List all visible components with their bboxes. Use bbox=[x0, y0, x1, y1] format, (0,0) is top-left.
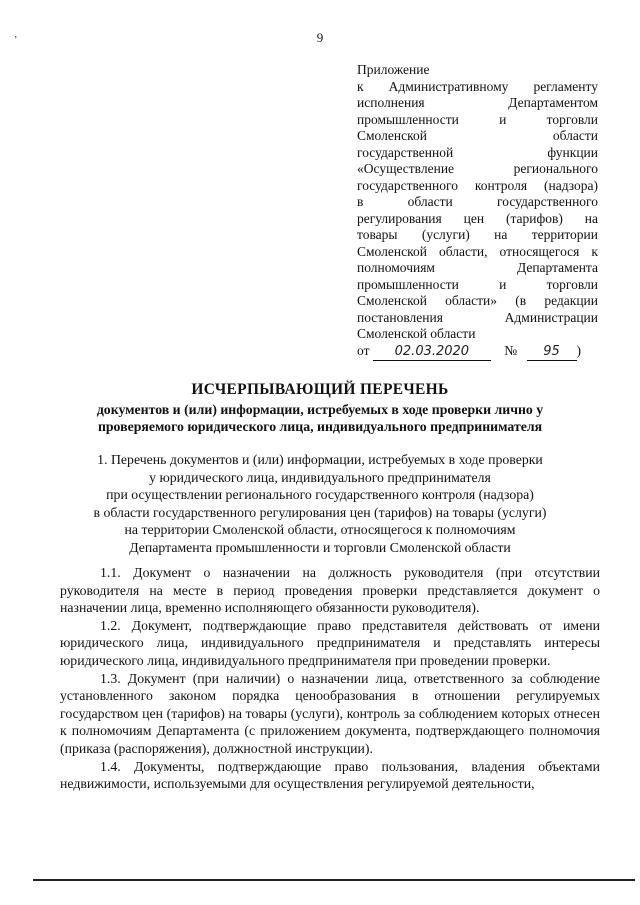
body-text bbox=[60, 564, 600, 793]
appendix-line: Смоленской области bbox=[357, 128, 598, 143]
page-number: 9 bbox=[316, 30, 324, 45]
section-heading-line: при осуществлении регионального государственного контроля (надзора) bbox=[106, 487, 534, 503]
section-heading-line: на территории Смоленской области, относящегося к полномочиям bbox=[124, 522, 516, 538]
appendix-line: Смоленской области» (в редакции bbox=[357, 293, 598, 308]
appendix-line: Смоленской области bbox=[357, 326, 476, 341]
appendix-line: Смоленской области, относящегося к bbox=[357, 243, 598, 259]
from-label: от bbox=[357, 342, 370, 358]
paragraph-1-4: 1.4. Документы, подтверждающие право пользования, владения объектами недвижимости, используемыми для осуществления регулируемой деятельности, bbox=[60, 758, 600, 792]
section-heading-line: Департамента промышленности и торговли Смоленской области bbox=[129, 539, 511, 555]
scan-mark: ’ bbox=[14, 35, 18, 46]
appendix-line: государственной функции bbox=[357, 144, 598, 160]
section-heading-line: 1. Перечень документов и (или) информации, истребуемых в ходе проверки bbox=[97, 452, 543, 467]
section-heading-line: у юридического лица, индивидуального предпринимателя bbox=[149, 469, 491, 485]
appendix-line: государственного контроля (надзора) bbox=[357, 177, 598, 193]
section-heading-line: в области государственного регулирования цен (тарифов) на товары (услуги) bbox=[93, 504, 547, 520]
number-label: № bbox=[504, 342, 518, 358]
appendix-line: регулирования цен (тарифов) на bbox=[357, 210, 598, 226]
paragraph-1-1: 1.1. Документ о назначении на должность руководителя (при отсутствии руководителя на месте в период проведения проверки представляется документ о назначении лица, временно исполняющего обязанности руководителя). bbox=[60, 565, 600, 616]
appendix-block bbox=[357, 62, 598, 361]
signature-line bbox=[357, 343, 598, 362]
appendix-line: к Административному регламенту bbox=[357, 78, 598, 94]
document-title: ИСЧЕРПЫВАЮЩИЙ ПЕРЕЧЕНЬ bbox=[191, 381, 449, 398]
appendix-line: товары (услуги) на территории bbox=[357, 227, 598, 242]
bottom-divider bbox=[33, 879, 635, 881]
handwritten-date: 02.03.2020 bbox=[373, 344, 491, 362]
appendix-line: в области государственного bbox=[357, 194, 598, 209]
appendix-line: полномочиям Департамента bbox=[357, 260, 598, 275]
appendix-line: промышленности и торговли bbox=[357, 276, 598, 292]
appendix-line: «Осуществление регионального bbox=[357, 161, 598, 176]
paragraph-1-3: 1.3. Документ (при наличии) о назначении лица, ответственного за соблюдение установленного законом порядка ценообразования в отношении регулируемых государством цен (тарифов) на товары (услуги), контроль за соблюдением которых отнесен к полномочиям Департамента (с приложением документа, подтверждающего полномочия (приказа (распоряжения), должностной инструкции). bbox=[60, 670, 600, 756]
appendix-title: Приложение bbox=[357, 62, 430, 77]
close-paren: ) bbox=[576, 342, 581, 358]
paragraph-1-2: 1.2. Документ, подтверждающие право представителя действовать от имени юридического лица, индивидуального предпринимателя и представлять интересы юридического лица, индивидуального предпринимателя при проведении проверки. bbox=[60, 617, 600, 668]
document-subtitle: документов и (или) информации, истребуемых в ходе проверки лично у проверяемого юридического лица, индивидуального предпринимателя bbox=[96, 402, 544, 434]
handwritten-number: 95 bbox=[527, 344, 577, 362]
appendix-line: промышленности и торговли bbox=[357, 111, 598, 127]
section-heading bbox=[60, 451, 580, 557]
appendix-line: постановления Администрации bbox=[357, 309, 598, 325]
appendix-line: исполнения Департаментом bbox=[357, 95, 598, 110]
